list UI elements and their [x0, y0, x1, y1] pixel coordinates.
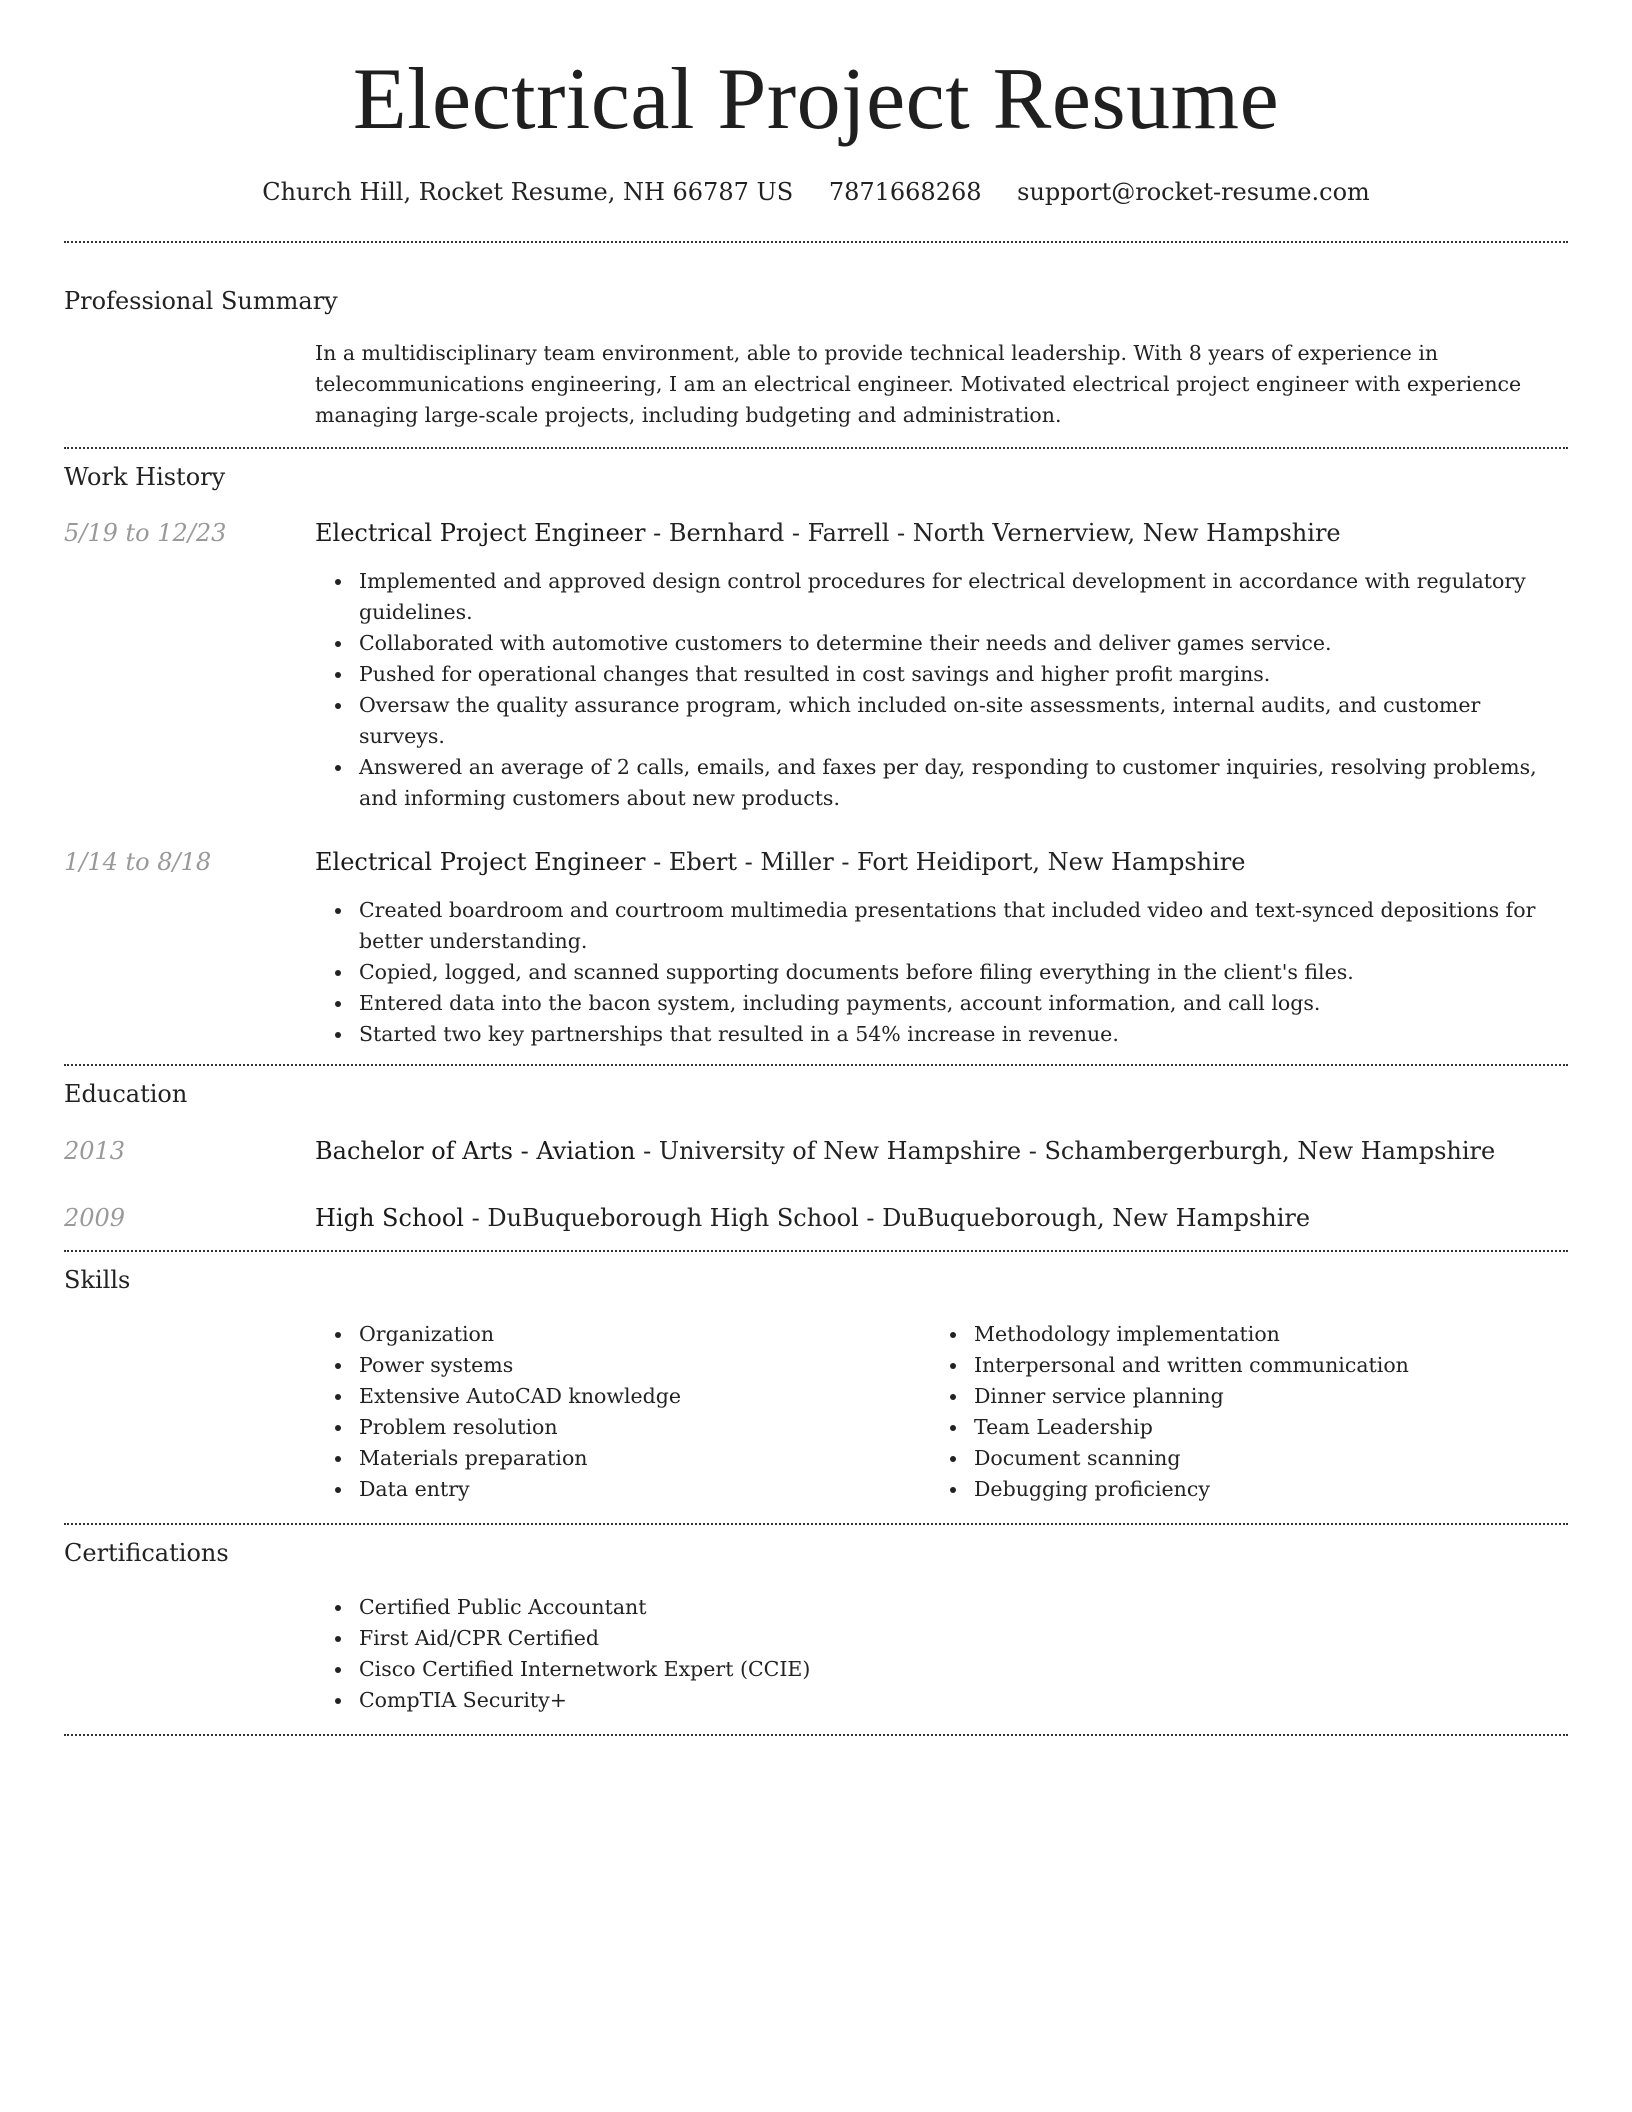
list-item: Materials preparation — [315, 1443, 930, 1474]
job-heading — [315, 519, 1568, 548]
education-degree: Bachelor of Arts - Aviation — [315, 1136, 636, 1165]
job-dates: 5/19 to 12/23 — [64, 519, 227, 548]
education-entry — [64, 1204, 1568, 1233]
list-item: Methodology implementation — [930, 1319, 1545, 1350]
education-degree: High School — [315, 1203, 464, 1232]
divider — [64, 1250, 1568, 1252]
list-item: Answered an average of 2 calls, emails, and faxes per day, responding to customer inquiries, resolving problems, and informing customers about new products. — [315, 752, 1568, 814]
contact-phone: 7871668268 — [828, 178, 982, 206]
section-heading-summary: Professional Summary — [64, 286, 338, 315]
list-item: Cisco Certified Internetwork Expert (CCIE) — [315, 1654, 1568, 1685]
divider — [64, 1734, 1568, 1736]
divider — [64, 447, 1568, 449]
skills-column-left — [315, 1319, 930, 1505]
job-entry — [64, 519, 1568, 814]
list-item: Oversaw the quality assurance program, which included on-site assessments, internal audits, and customer surveys. — [315, 690, 1568, 752]
divider — [64, 1064, 1568, 1066]
job-entry — [64, 848, 1568, 1050]
list-item: Dinner service planning — [930, 1381, 1545, 1412]
education-details: - DuBuqueborough High School - DuBuqueborough, New Hampshire — [463, 1203, 1311, 1232]
certifications-section — [64, 1539, 1568, 1716]
contact-address: Church Hill, Rocket Resume, NH 66787 US — [262, 178, 794, 206]
education-year: 2009 — [64, 1203, 126, 1232]
job-dates: 1/14 to 8/18 — [64, 848, 212, 877]
job-heading — [315, 848, 1568, 877]
list-item: Copied, logged, and scanned supporting documents before filing everything in the client's files. — [315, 957, 1568, 988]
education-section — [64, 1080, 1568, 1232]
skills-section — [64, 1266, 1568, 1505]
job-title: Electrical Project Engineer — [315, 848, 646, 877]
job-bullets — [315, 566, 1568, 814]
divider — [64, 1523, 1568, 1525]
section-heading-work: Work History — [64, 462, 226, 491]
job-details: - Bernhard - Farrell - North Vernerview, New Hampshire — [645, 519, 1341, 548]
list-item: CompTIA Security+ — [315, 1685, 1568, 1716]
job-details: - Ebert - Miller - Fort Heidiport, New Hampshire — [645, 848, 1246, 877]
list-item: First Aid/CPR Certified — [315, 1623, 1568, 1654]
list-item: Interpersonal and written communication — [930, 1350, 1545, 1381]
list-item: Team Leadership — [930, 1412, 1545, 1443]
list-item: Entered data into the bacon system, including payments, account information, and call logs. — [315, 988, 1568, 1019]
job-title: Electrical Project Engineer — [315, 519, 646, 548]
list-item: Organization — [315, 1319, 930, 1350]
section-heading-certifications: Certifications — [64, 1539, 229, 1568]
list-item: Extensive AutoCAD knowledge — [315, 1381, 930, 1412]
education-entry — [64, 1137, 1568, 1166]
contact-email: support@rocket-resume.com — [1017, 178, 1370, 206]
job-bullets — [315, 895, 1568, 1050]
list-item: Collaborated with automotive customers to determine their needs and deliver games service. — [315, 628, 1568, 659]
list-item: Started two key partnerships that resulted in a 54% increase in revenue. — [315, 1019, 1568, 1050]
list-item: Power systems — [315, 1350, 930, 1381]
list-item: Pushed for operational changes that resulted in cost savings and higher profit margins. — [315, 659, 1568, 690]
skills-list — [315, 1319, 1568, 1505]
divider — [64, 241, 1568, 243]
list-item: Implemented and approved design control procedures for electrical development in accordance with regulatory guidelines. — [315, 566, 1568, 628]
resume-page — [64, 0, 1568, 1736]
section-heading-skills: Skills — [64, 1266, 131, 1295]
list-item: Problem resolution — [315, 1412, 930, 1443]
summary-text: In a multidisciplinary team environment, able to provide technical leadership. With 8 years of experience in telecommunications engineering, I am an electrical engineer. Motivated electrical project engineer with experience managing large-scale projects, including budgeting and administration. — [315, 340, 1522, 427]
certifications-list — [315, 1592, 1568, 1716]
contact-line — [64, 178, 1568, 207]
list-item: Document scanning — [930, 1443, 1545, 1474]
list-item: Created boardroom and courtroom multimedia presentations that included video and text-synced depositions for better understanding. — [315, 895, 1568, 957]
work-history-section — [64, 463, 1568, 1050]
skills-column-right — [930, 1319, 1545, 1505]
section-heading-education: Education — [64, 1079, 188, 1108]
education-details: - University of New Hampshire - Schambergerburgh, New Hampshire — [635, 1136, 1496, 1165]
list-item: Data entry — [315, 1474, 930, 1505]
list-item: Debugging proficiency — [930, 1474, 1545, 1505]
education-year: 2013 — [64, 1136, 126, 1165]
summary-section — [64, 287, 1568, 431]
list-item: Certified Public Accountant — [315, 1592, 1568, 1623]
resume-title: Electrical Project Resume — [352, 51, 1280, 148]
